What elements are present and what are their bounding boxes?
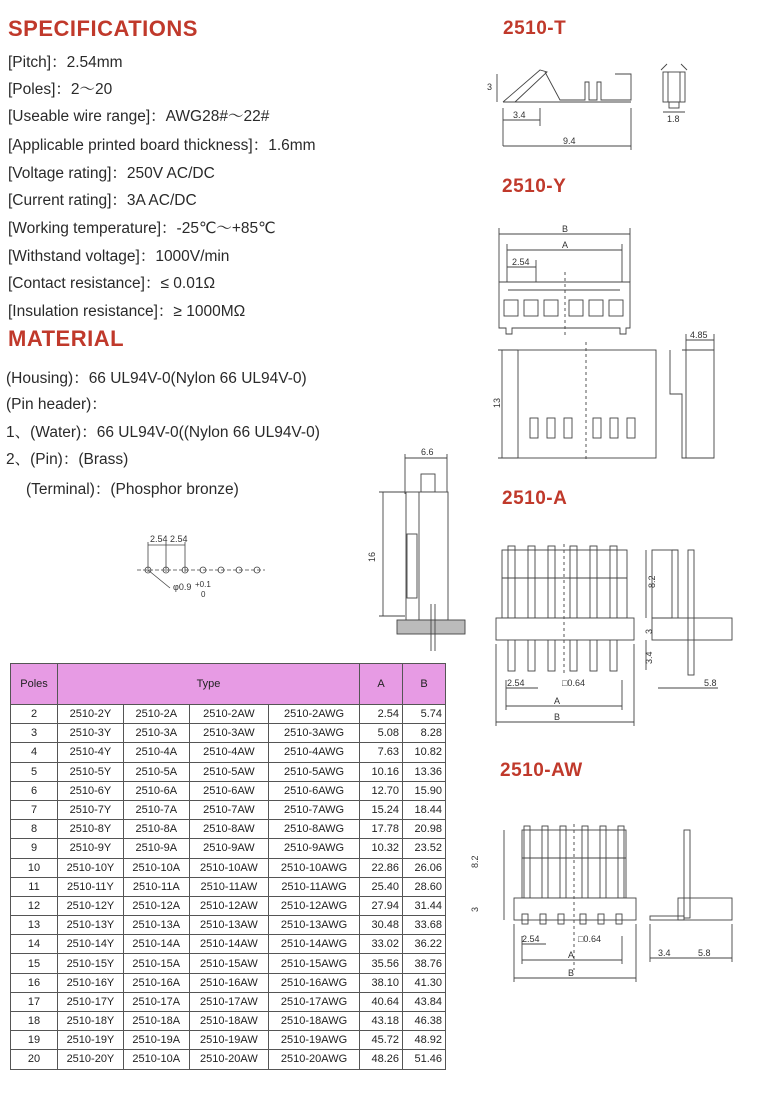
y-dim-depth: 4.85 <box>690 330 708 340</box>
t-dim-9-4: 9.4 <box>563 136 576 146</box>
a-dim-8-2: 8.2 <box>647 575 657 588</box>
cell-type-awg: 2510-10AWG <box>269 858 360 877</box>
cell-type-aw: 2510-6AW <box>189 781 268 800</box>
material-terminal: (Terminal)：(Phosphor bronze) <box>26 481 239 498</box>
specifications-heading: SPECIFICATIONS <box>8 16 198 41</box>
spec-contact-resistance: [Contact resistance]：≤ 0.01Ω <box>8 275 216 292</box>
cell-dim-b: 28.60 <box>403 877 446 896</box>
header-a: A <box>360 664 403 705</box>
cell-dim-a: 25.40 <box>360 877 403 896</box>
table-row <box>11 916 446 935</box>
cell-dim-b: 43.84 <box>403 992 446 1011</box>
a-dim-a: A <box>554 696 561 706</box>
pcb-hole-tolerance-zero: 0 <box>201 590 206 599</box>
model-2510-aw-drawing <box>470 820 748 1000</box>
pcb-pitch-1: 2.54 <box>150 534 168 544</box>
cell-type-a: 2510-15A <box>123 954 189 973</box>
cell-type-awg: 2510-17AWG <box>269 992 360 1011</box>
t-dim-3-4: 3.4 <box>513 110 526 120</box>
aw-dim-a: A <box>568 950 575 960</box>
cell-type-y: 2510-6Y <box>58 781 124 800</box>
table-row <box>11 820 446 839</box>
cell-poles: 5 <box>11 762 58 781</box>
cell-type-awg: 2510-12AWG <box>269 896 360 915</box>
cell-type-y: 2510-10Y <box>58 858 124 877</box>
a-dim-pin: □0.64 <box>562 678 585 688</box>
cell-dim-b: 33.68 <box>403 916 446 935</box>
table-row <box>11 1012 446 1031</box>
cell-dim-b: 31.44 <box>403 896 446 915</box>
cell-type-awg: 2510-16AWG <box>269 973 360 992</box>
cell-dim-b: 8.28 <box>403 724 446 743</box>
spec-temperature: [Working temperature]：-25℃～+85℃ <box>8 220 276 237</box>
a-dim-3: 3 <box>644 628 654 634</box>
cell-type-y: 2510-17Y <box>58 992 124 1011</box>
type-table <box>10 663 446 1070</box>
material-housing: (Housing)：66 UL94V-0(Nylon 66 UL94V-0) <box>6 370 307 387</box>
cell-poles: 7 <box>11 800 58 819</box>
model-2510-y-drawing <box>490 222 760 472</box>
aw-dim-pin: □0.64 <box>578 934 601 944</box>
spec-insulation-resistance: [Insulation resistance]：≥ 1000MΩ <box>8 303 246 320</box>
cell-type-awg: 2510-20AWG <box>269 1050 360 1069</box>
table-row <box>11 839 446 858</box>
cell-type-awg: 2510-19AWG <box>269 1031 360 1050</box>
table-row <box>11 800 446 819</box>
spec-poles: [Poles]：2～20 <box>8 81 113 98</box>
spec-board-thickness: [Applicable printed board thickness]：1.6mm <box>8 137 316 154</box>
model-2510-a-drawing <box>492 540 752 740</box>
table-row <box>11 781 446 800</box>
cell-type-awg: 2510-9AWG <box>269 839 360 858</box>
t-dim-height: 3 <box>487 82 493 92</box>
material-water: 1、(Water)：66 UL94V-0((Nylon 66 UL94V-0) <box>6 424 320 441</box>
cell-dim-a: 15.24 <box>360 800 403 819</box>
cell-type-aw: 2510-19AW <box>189 1031 268 1050</box>
cell-dim-a: 12.70 <box>360 781 403 800</box>
cell-dim-a: 40.64 <box>360 992 403 1011</box>
cell-dim-a: 35.56 <box>360 954 403 973</box>
cell-type-y: 2510-9Y <box>58 839 124 858</box>
table-row <box>11 877 446 896</box>
table-row <box>11 743 446 762</box>
cell-type-a: 2510-17A <box>123 992 189 1011</box>
side-view-height: 16 <box>367 551 377 562</box>
cell-dim-a: 10.32 <box>360 839 403 858</box>
cell-dim-a: 33.02 <box>360 935 403 954</box>
cell-type-aw: 2510-3AW <box>189 724 268 743</box>
cell-dim-a: 22.86 <box>360 858 403 877</box>
cell-type-awg: 2510-2AWG <box>269 705 360 724</box>
cell-dim-a: 45.72 <box>360 1031 403 1050</box>
cell-dim-a: 17.78 <box>360 820 403 839</box>
cell-poles: 2 <box>11 705 58 724</box>
material-pin-header: (Pin header)： <box>6 396 107 413</box>
cell-type-aw: 2510-20AW <box>189 1050 268 1069</box>
cell-type-y: 2510-19Y <box>58 1031 124 1050</box>
table-row <box>11 954 446 973</box>
cell-dim-b: 5.74 <box>403 705 446 724</box>
table-row <box>11 1031 446 1050</box>
cell-dim-a: 2.54 <box>360 705 403 724</box>
pcb-hole-diameter: φ0.9 <box>173 582 192 592</box>
cell-type-y: 2510-12Y <box>58 896 124 915</box>
cell-type-awg: 2510-6AWG <box>269 781 360 800</box>
aw-dim-pitch: 2.54 <box>522 934 540 944</box>
cell-type-y: 2510-16Y <box>58 973 124 992</box>
cell-poles: 20 <box>11 1050 58 1069</box>
spec-pitch: [Pitch]：2.54mm <box>8 54 123 71</box>
cell-type-a: 2510-5A <box>123 762 189 781</box>
cell-type-awg: 2510-7AWG <box>269 800 360 819</box>
cell-dim-b: 20.98 <box>403 820 446 839</box>
cell-poles: 16 <box>11 973 58 992</box>
cell-type-a: 2510-19A <box>123 1031 189 1050</box>
cell-type-a: 2510-12A <box>123 896 189 915</box>
cell-dim-b: 18.44 <box>403 800 446 819</box>
cell-dim-b: 23.52 <box>403 839 446 858</box>
aw-dim-5-8: 5.8 <box>698 948 711 958</box>
table-row <box>11 896 446 915</box>
cell-dim-a: 38.10 <box>360 973 403 992</box>
cell-type-y: 2510-7Y <box>58 800 124 819</box>
spec-withstand: [Withstand voltage]：1000V/min <box>8 248 230 265</box>
spec-wire-range: [Useable wire range]：AWG28#～22# <box>8 108 270 125</box>
cell-poles: 9 <box>11 839 58 858</box>
cell-type-a: 2510-3A <box>123 724 189 743</box>
material-heading: MATERIAL <box>8 326 125 351</box>
cell-dim-a: 10.16 <box>360 762 403 781</box>
cell-type-y: 2510-18Y <box>58 1012 124 1031</box>
cell-poles: 4 <box>11 743 58 762</box>
table-row <box>11 724 446 743</box>
cell-poles: 19 <box>11 1031 58 1050</box>
y-dim-b: B <box>562 224 569 234</box>
cell-poles: 10 <box>11 858 58 877</box>
table-row <box>11 858 446 877</box>
cell-type-aw: 2510-11AW <box>189 877 268 896</box>
cell-dim-a: 7.63 <box>360 743 403 762</box>
cell-type-a: 2510-13A <box>123 916 189 935</box>
pcb-layout-drawing <box>135 530 275 610</box>
header-b: B <box>403 664 446 705</box>
cell-poles: 12 <box>11 896 58 915</box>
cell-type-a: 2510-9A <box>123 839 189 858</box>
cell-type-a: 2510-11A <box>123 877 189 896</box>
aw-dim-b: B <box>568 968 575 978</box>
model-2510-aw-title: 2510-AW <box>500 760 583 781</box>
cell-dim-a: 30.48 <box>360 916 403 935</box>
cell-type-awg: 2510-14AWG <box>269 935 360 954</box>
cell-type-y: 2510-14Y <box>58 935 124 954</box>
cell-dim-b: 13.36 <box>403 762 446 781</box>
cell-type-awg: 2510-8AWG <box>269 820 360 839</box>
cell-poles: 14 <box>11 935 58 954</box>
cell-dim-b: 15.90 <box>403 781 446 800</box>
cell-dim-b: 36.22 <box>403 935 446 954</box>
cell-type-aw: 2510-9AW <box>189 839 268 858</box>
cell-poles: 17 <box>11 992 58 1011</box>
type-table-body <box>11 705 446 1070</box>
cell-type-aw: 2510-17AW <box>189 992 268 1011</box>
header-type: Type <box>58 664 360 705</box>
cell-type-aw: 2510-8AW <box>189 820 268 839</box>
cell-dim-a: 27.94 <box>360 896 403 915</box>
cell-poles: 3 <box>11 724 58 743</box>
a-dim-3-4: 3.4 <box>644 651 654 664</box>
table-row <box>11 935 446 954</box>
cell-type-y: 2510-4Y <box>58 743 124 762</box>
cell-dim-b: 41.30 <box>403 973 446 992</box>
cell-dim-b: 38.76 <box>403 954 446 973</box>
table-row <box>11 992 446 1011</box>
cell-type-aw: 2510-18AW <box>189 1012 268 1031</box>
cell-type-y: 2510-20Y <box>58 1050 124 1069</box>
a-dim-pitch: 2.54 <box>507 678 525 688</box>
cell-type-a: 2510-8A <box>123 820 189 839</box>
side-view-width: 6.6 <box>421 447 434 457</box>
cell-type-aw: 2510-14AW <box>189 935 268 954</box>
cell-type-awg: 2510-15AWG <box>269 954 360 973</box>
side-view-drawing <box>367 446 465 656</box>
cell-dim-a: 43.18 <box>360 1012 403 1031</box>
cell-type-a: 2510-7A <box>123 800 189 819</box>
cell-type-aw: 2510-15AW <box>189 954 268 973</box>
cell-type-awg: 2510-13AWG <box>269 916 360 935</box>
cell-dim-b: 10.82 <box>403 743 446 762</box>
cell-type-y: 2510-11Y <box>58 877 124 896</box>
cell-type-a: 2510-16A <box>123 973 189 992</box>
t-dim-1-8: 1.8 <box>667 114 680 124</box>
cell-type-aw: 2510-4AW <box>189 743 268 762</box>
cell-poles: 6 <box>11 781 58 800</box>
cell-dim-a: 48.26 <box>360 1050 403 1069</box>
cell-type-awg: 2510-4AWG <box>269 743 360 762</box>
cell-poles: 11 <box>11 877 58 896</box>
cell-poles: 15 <box>11 954 58 973</box>
cell-type-awg: 2510-5AWG <box>269 762 360 781</box>
cell-dim-b: 51.46 <box>403 1050 446 1069</box>
cell-type-awg: 2510-3AWG <box>269 724 360 743</box>
pcb-pitch-2: 2.54 <box>170 534 188 544</box>
cell-type-y: 2510-15Y <box>58 954 124 973</box>
model-2510-t-drawing <box>485 60 755 160</box>
cell-type-aw: 2510-2AW <box>189 705 268 724</box>
cell-type-awg: 2510-11AWG <box>269 877 360 896</box>
table-row <box>11 762 446 781</box>
table-row <box>11 705 446 724</box>
y-dim-a: A <box>562 240 569 250</box>
a-dim-5-8: 5.8 <box>704 678 717 688</box>
table-row <box>11 973 446 992</box>
aw-dim-8-2: 8.2 <box>470 855 480 868</box>
cell-type-y: 2510-3Y <box>58 724 124 743</box>
pcb-hole-tolerance-plus: +0.1 <box>195 580 211 589</box>
aw-dim-3: 3 <box>470 906 480 912</box>
cell-type-y: 2510-13Y <box>58 916 124 935</box>
cell-type-a: 2510-18A <box>123 1012 189 1031</box>
cell-type-a: 2510-10A <box>123 858 189 877</box>
model-2510-y-title: 2510-Y <box>502 176 567 197</box>
cell-type-a: 2510-4A <box>123 743 189 762</box>
y-dim-height: 13 <box>492 397 502 408</box>
cell-type-a: 2510-14A <box>123 935 189 954</box>
spec-voltage: [Voltage rating]：250V AC/DC <box>8 165 215 182</box>
cell-type-aw: 2510-13AW <box>189 916 268 935</box>
a-dim-b: B <box>554 712 561 722</box>
spec-current: [Current rating]：3A AC/DC <box>8 192 197 209</box>
model-2510-a-title: 2510-A <box>502 488 568 509</box>
cell-type-y: 2510-8Y <box>58 820 124 839</box>
cell-type-y: 2510-2Y <box>58 705 124 724</box>
cell-type-a: 2510-10A <box>123 1050 189 1069</box>
header-poles: Poles <box>11 664 58 705</box>
cell-dim-a: 5.08 <box>360 724 403 743</box>
type-table-header <box>11 664 446 705</box>
cell-dim-b: 46.38 <box>403 1012 446 1031</box>
cell-dim-b: 26.06 <box>403 858 446 877</box>
cell-type-aw: 2510-7AW <box>189 800 268 819</box>
cell-dim-b: 48.92 <box>403 1031 446 1050</box>
cell-poles: 13 <box>11 916 58 935</box>
aw-dim-3-4: 3.4 <box>658 948 671 958</box>
table-row <box>11 1050 446 1069</box>
cell-type-y: 2510-5Y <box>58 762 124 781</box>
material-pin: 2、(Pin)：(Brass) <box>6 451 129 468</box>
model-2510-t-title: 2510-T <box>503 18 567 39</box>
cell-type-aw: 2510-5AW <box>189 762 268 781</box>
y-dim-pitch: 2.54 <box>512 257 530 267</box>
cell-type-aw: 2510-16AW <box>189 973 268 992</box>
cell-type-a: 2510-6A <box>123 781 189 800</box>
cell-poles: 8 <box>11 820 58 839</box>
cell-type-awg: 2510-18AWG <box>269 1012 360 1031</box>
cell-type-a: 2510-2A <box>123 705 189 724</box>
cell-type-aw: 2510-10AW <box>189 858 268 877</box>
cell-type-aw: 2510-12AW <box>189 896 268 915</box>
cell-poles: 18 <box>11 1012 58 1031</box>
